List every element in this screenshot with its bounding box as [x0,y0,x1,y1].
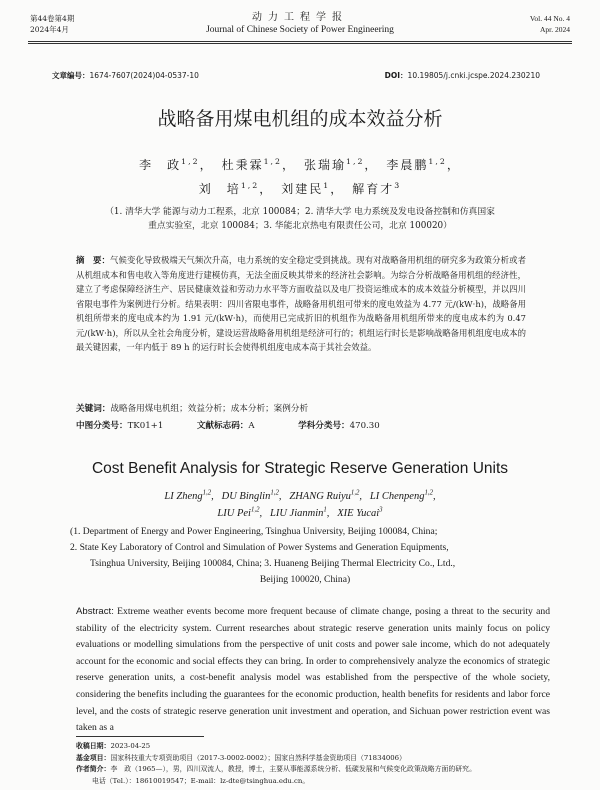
footnote-fund [76,753,556,765]
affiliations-cn [60,205,540,233]
author-cn-3-sup: 1,2 [346,157,365,166]
keywords-cn-text: 战略备用煤电机组；效益分析；成本分析；案例分析 [110,404,309,414]
authors-cn-line1 [0,156,600,173]
author-bio-label: 作者简介： [76,765,111,773]
doc-code-value: A [248,421,255,431]
footnote-received [76,741,556,753]
abstract-cn [76,253,526,355]
affiliations-en [70,524,540,588]
author-cn-5-sup: 1,2 [240,181,260,190]
author-en-5: LIU Pei [217,508,251,519]
header-rule-thick [28,41,572,42]
author-en-6-sup: 1 [323,506,327,514]
author-cn-4: ， 李晨鹏 [364,158,429,172]
abstract-en-text: Extreme weather events become more frequent because of climate change, posing a threat to the security and stability of the electricity system. Current researches about strategic reserve generation units mainly focus on policy evaluations or modelling simulations from the perspective of unit costs and power sale income, which do not adequately account for the economic and social effects they can bring. In order to comprehensively analyze the economics of strategic reserve generation units, a cost-benefit analysis model was established from the perspective of the whole society, considering the benefits including the guarantees for the economic production, health benefits for residents and labor force level, and the costs of strategic reserve generation unit investment and operation, and Sichuan power restriction event was taken as a [76,606,550,734]
doi-value: 10.19805/j.cnki.jcspe.2024.230210 [407,71,540,80]
article-number [52,70,199,81]
fund-text: 国家科技重大专项资助项目（2017-3-0002-0002）；国家自然科学基金资助项目（71834006） [110,753,406,762]
abstract-cn-text: 气候变化导致极端天气频次升高，电力系统的安全稳定受到挑战。现有对战略备用机组的研究多为政策分析或者从机组成本和售电收入等角度进行建模仿真，无法全面反映其带来的经济社会影响。为综合分析战略备用机组的经济性，建立了考虑保障经济生产、居民健康效益和劳动力水平等方面收益以及电厂投资运维成本的成本效益分析模型，并以四川省限电事件为案例进行分析。结果表明：四川省限电事件，战略备用机组可带来的度电效益为 4.77 元/(kW·h)，战略备用机组所带来的度电成本约为 1.91 元/(kW·h)，而使用已完成折旧的机组作为战略备用机组所带来的度电成本约为 0.47 元/(kW·h)，所以从全社会角度分析，建设运营战略备用机组是经济可行的；机组运行时长是影响战略备用机组度电成本的最关键因素，一年内低于 89 h 的运行时长会使得机组度电成本高于其社会效益。 [76,255,527,352]
author-cn-sep: ， [446,158,461,172]
author-cn-2: ， 杜秉霖 [199,158,264,172]
author-cn-6-sup: 1 [323,181,331,190]
article-number-label: 文章编号： [52,71,90,80]
subject-label: 学科分类号： [298,421,350,431]
author-bio-text: 李 政（1965—），男，四川双流人，教授，博士，主要从事能源系统分析、低碳发展和气候变化政策战略方面的研究。 [110,765,476,773]
author-cn-3: ， 张瑞瑜 [281,158,346,172]
affiliation-en-line: Tsinghua University, Beijing 100084, China; 3. Huaneng Beijing Thermal Electricity Co., Ltd., [90,558,456,569]
clc-label: 中图分类号： [76,421,128,431]
author-en-1: LI Zheng [164,491,203,502]
author-cn-2-sup: 1,2 [263,157,282,166]
clc-value: TK01+1 [127,421,164,431]
date-en: Apr. 2024 [540,25,570,34]
header-rule-thin [28,43,572,44]
author-cn-7: ， 解育才 [330,182,395,196]
author-cn-6: ， 刘建民 [259,182,324,196]
journal-title-cn: 动力工程学报 [252,12,348,23]
received-date: 2023-04-25 [110,742,151,750]
authors-en-line2: LIU Pei$^{1,2}$, LIU Jianmin$^1$, XIE Yucai$^3$ [217,506,383,519]
header-right [530,13,570,35]
author-en-4-sup: 1,2 [424,489,433,497]
author-cn-4-sup: 1,2 [428,157,447,166]
author-en-3-sup: 1,2 [350,489,360,497]
affiliation-cn-line: 重点实验室，北京 100084；3. 华能北京热电有限责任公司，北京 100020） [148,221,452,231]
volume-issue-cn: 第44卷第4期 [30,14,75,23]
author-en-4: LI Chenpeng [369,491,425,502]
footnote-contact: 电话（Tel.）：18610019547；E-mail：lz-dte@tsinghua.edu.cn。 [92,776,310,785]
journal-title-en: Journal of Chinese Society of Power Engineering [206,25,394,35]
authors-en-line1: LI Zheng$^{1,2}$, DU Binglin$^{1,2}$, ZHANG Ruiyu$^{1,2}$, LI Chenpeng$^{1,2}$, [164,489,436,502]
affiliation-en-line: (1. Department of Energy and Power Engineering, Tsinghua University, Beijing 100084, China; [70,526,438,537]
title-en: Cost Benefit Analysis for Strategic Reserve Generation Units [91,460,509,477]
abstract-en [76,604,550,737]
doi [385,70,540,81]
author-en-3: ZHANG Ruiyu [289,491,351,502]
author-cn-1: 李 政 [139,158,182,172]
author-en-2-sup: 1,2 [270,489,279,497]
affiliation-en-line: Beijing 100020, China) [259,574,351,585]
author-cn-5: 刘 培 [198,182,241,196]
header-left [30,13,74,35]
title-cn: 战略备用煤电机组的成本效益分析 [157,108,443,130]
affiliation-en-line: 2. State Key Laboratory of Control and Simulation of Power Systems and Generation Equipments, [70,542,449,553]
abstract-en-label: Abstract: [76,606,114,617]
header-center [150,11,450,36]
doi-label: DOI： [384,71,408,80]
keywords-cn-label: 关键词： [76,404,111,414]
author-en-7-sup: 3 [379,506,383,514]
subject-value: 470.30 [349,421,380,431]
received-label: 收稿日期： [76,742,111,750]
authors-cn-line2 [0,180,600,197]
author-en-2: DU Binglin [221,491,271,502]
classification-line [76,419,380,431]
author-cn-1-sup: 1,2 [181,157,200,166]
affiliation-cn-line: （1. 清华大学 能源与动力工程系，北京 100084；2. 清华大学 电力系统及发电设备控制和仿真国家 [105,207,495,217]
footnote-author [76,764,556,776]
article-number-value: 1674-7607(2024)04-0537-10 [89,71,199,80]
fund-label: 基金项目： [76,753,111,762]
author-en-5-sup: 1,2 [250,506,260,514]
author-en-1-sup: 1,2 [202,489,212,497]
doc-code-label: 文献标志码： [196,421,249,431]
footnote-rule [76,736,204,737]
author-en-7: XIE Yucai [337,508,380,519]
author-en-6: LIU Jianmin [269,508,324,519]
author-cn-7-sup: 3 [394,181,402,190]
footnote [76,741,556,787]
date-cn: 2024年4月 [30,25,69,34]
volume-issue-en: Vol. 44 No. 4 [529,14,570,23]
abstract-cn-label: 摘 要： [76,255,110,265]
keywords-cn [76,402,308,414]
